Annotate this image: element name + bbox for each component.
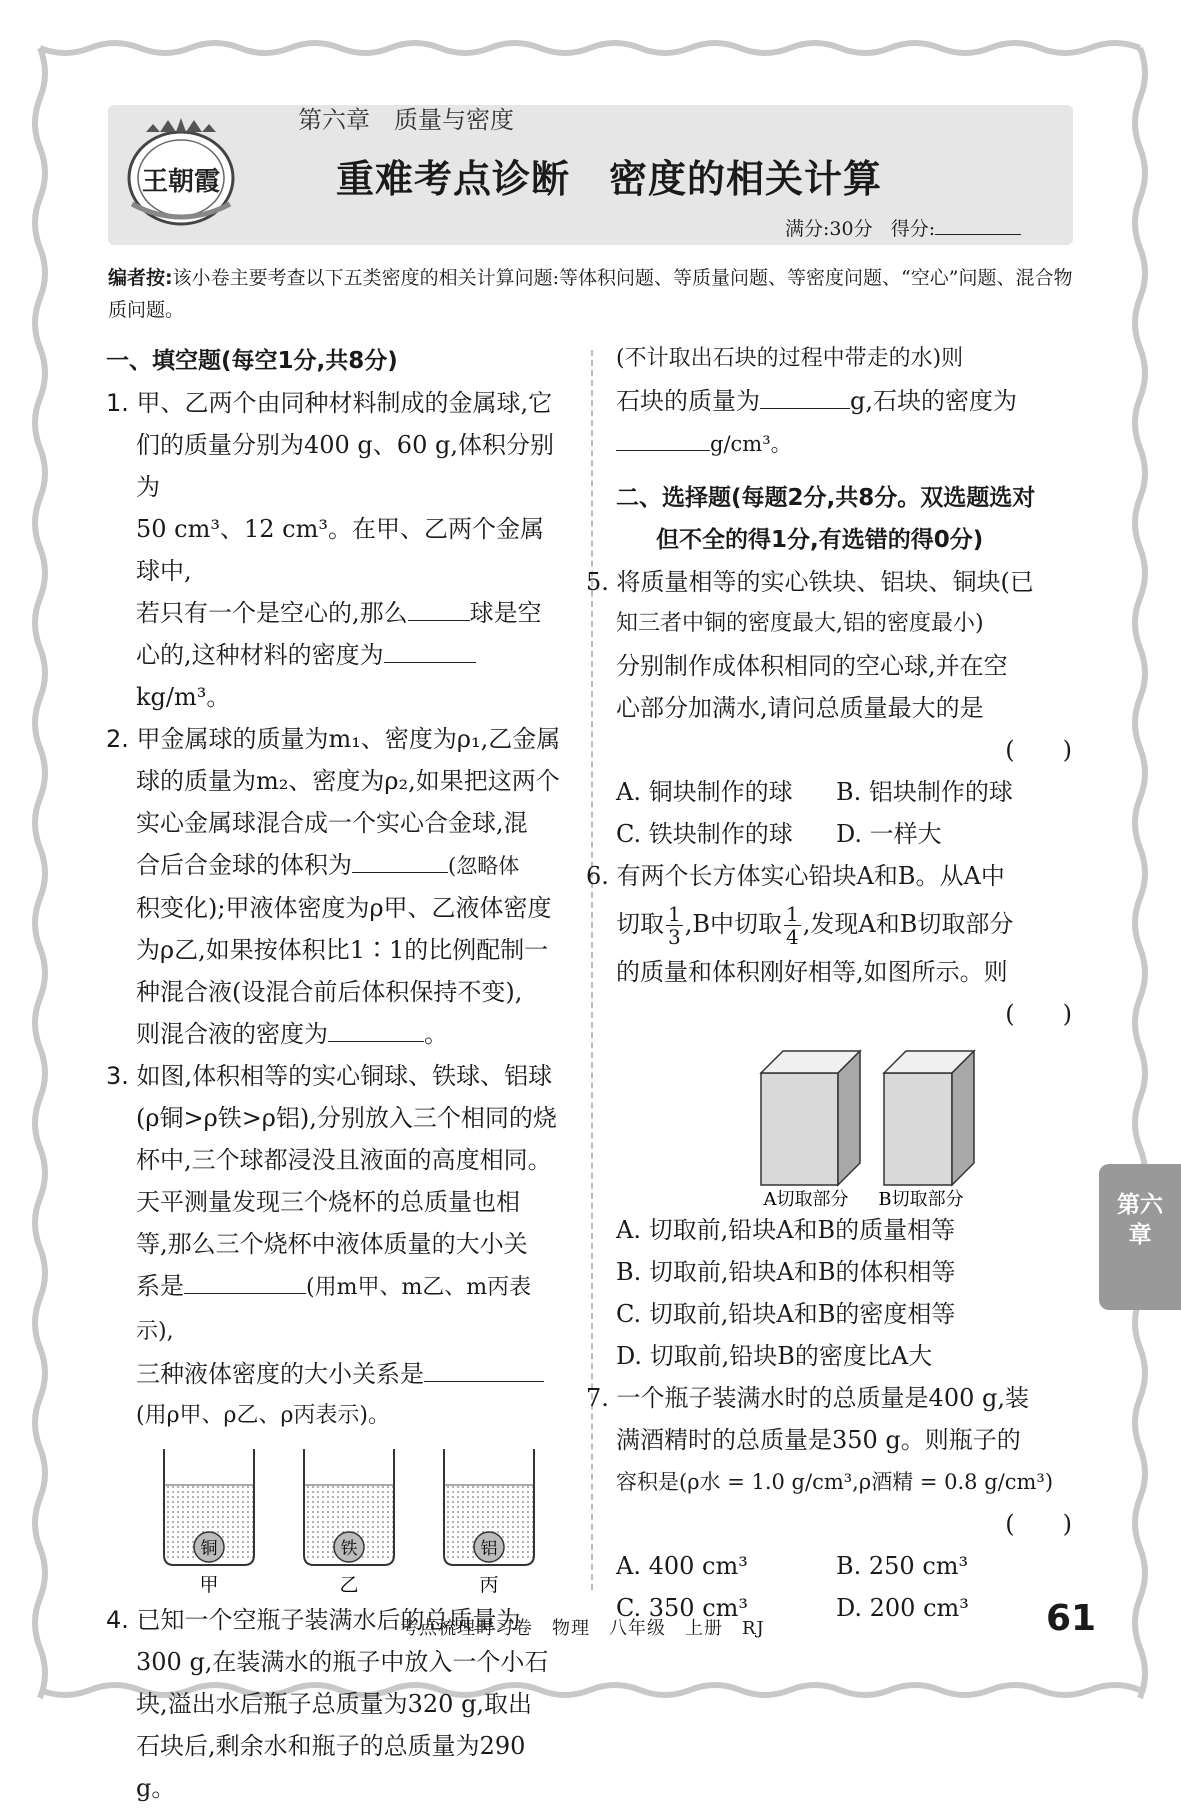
q6-line: 的质量和体积刚好相等,如图所示。则	[616, 958, 1008, 986]
q6-line: 有两个长方体实心铅块A和B。从A中	[616, 862, 1005, 890]
side-tab-line: 章	[1128, 1222, 1152, 1248]
beakers-figure	[106, 1445, 566, 1595]
editor-note-text: 该小卷主要考查以下五类密度的相关计算问题:等体积问题、等质量问题、等密度问题、“空心”问题、混合物质问题。	[108, 267, 1073, 321]
answer-paren[interactable]: ( )	[1005, 1510, 1072, 1538]
q1-line: 们的质量分别为400 g、60 g,体积分别为	[136, 431, 554, 501]
q2-line: 则混合液的密度为	[136, 1020, 328, 1048]
question-number: 5.	[586, 568, 609, 596]
q1-line: 心的,这种材料的密度为	[136, 641, 384, 669]
fraction-one-third: $\frac{1}{3}$	[668, 902, 681, 949]
q5-line: 将质量相等的实心铁块、铝块、铜块(已	[616, 568, 1034, 596]
left-column	[106, 340, 566, 1809]
score-line	[785, 214, 1021, 241]
option-a[interactable]: A. 400 cm³	[616, 1552, 748, 1580]
option-d[interactable]: D. 切取前,铅块B的密度比A大	[616, 1342, 933, 1370]
beakers-svg	[106, 1445, 566, 1595]
logo-seal	[118, 112, 244, 232]
q4-line: (不计取出石块的过程中带走的水)则	[616, 346, 964, 371]
q5-line: 知三者中铜的密度最大,铝的密度最小)	[616, 611, 984, 636]
q2-line: 种混合液(设混合前后体积保持不变),	[136, 978, 523, 1006]
answer-blank[interactable]	[760, 407, 850, 409]
q3-line: 杯中,三个球都浸没且液面的高度相同。	[136, 1146, 552, 1174]
q6-line: ,B中切取	[684, 910, 782, 938]
q3-line: 如图,体积相等的实心铜球、铁球、铝球	[136, 1062, 553, 1090]
q1-line: kg/m³。	[136, 683, 231, 711]
q2-line: (忽略体	[448, 854, 520, 878]
q5-line: 心部分加满水,请问总质量最大的是	[616, 694, 984, 722]
q5-line: 分别制作成体积相同的空心球,并在空	[616, 652, 1008, 680]
question-number: 4.	[106, 1606, 129, 1634]
question-number: 3.	[106, 1062, 129, 1090]
q1-line: 50 cm³、12 cm³。在甲、乙两个金属球中,	[136, 515, 544, 585]
answer-blank[interactable]	[616, 449, 710, 451]
q3-line: 等,那么三个烧杯中液体质量的大小关	[136, 1230, 528, 1258]
question-4-continued	[616, 338, 1076, 465]
fraction-one-quarter: $\frac{1}{4}$	[786, 902, 799, 949]
answer-blank[interactable]	[328, 1040, 424, 1042]
section-choice-line: 二、选择题(每题2分,共8分。双选题选对	[616, 485, 1036, 511]
page-title: 重难考点诊断 密度的相关计算	[336, 157, 883, 201]
side-tab-line: 第六	[1117, 1192, 1163, 1218]
q2-line: 球的质量为m₂、密度为ρ₂,如果把这两个	[136, 767, 560, 795]
question-7	[586, 1377, 1076, 1629]
option-c[interactable]: C. 切取前,铅块A和B的密度相等	[616, 1300, 956, 1328]
question-number: 7.	[586, 1384, 609, 1412]
option-d[interactable]: D. 一样大	[836, 820, 942, 848]
q6-line: ,发现A和B切取部分	[802, 910, 1014, 938]
lead-blocks-figure	[616, 1037, 1076, 1207]
q1-line: 若只有一个是空心的,那么	[136, 599, 408, 627]
answer-blank[interactable]	[384, 661, 476, 663]
q3-line: (ρ铜>ρ铁>ρ铝),分别放入三个相同的烧	[136, 1104, 557, 1132]
right-column	[586, 338, 1076, 1629]
q7-line: 满酒精时的总质量是350 g。则瓶子的	[616, 1426, 1021, 1454]
beaker-jia	[164, 1449, 254, 1595]
q2-line: 实心金属球混合成一个实心合金球,混	[136, 809, 528, 837]
beaker-label: 甲	[199, 1574, 219, 1595]
option-d[interactable]: D. 200 cm³	[836, 1594, 969, 1622]
question-number: 1.	[106, 389, 129, 417]
q4-line: g,石块的密度为	[850, 387, 1017, 415]
answer-paren[interactable]: ( )	[1005, 736, 1072, 764]
lead-blocks-svg	[616, 1037, 1076, 1207]
section-fill-in-title: 一、填空题(每空1分,共8分)	[106, 348, 398, 374]
option-b[interactable]: B. 切取前,铅块A和B的体积相等	[616, 1258, 956, 1286]
option-a[interactable]: A. 切取前,铅块A和B的质量相等	[616, 1216, 956, 1244]
page-number: 61	[1046, 1598, 1097, 1639]
answer-blank[interactable]	[184, 1292, 306, 1294]
answer-blank[interactable]	[424, 1380, 544, 1382]
question-6	[586, 855, 1076, 1377]
q3-line: 系是	[136, 1272, 184, 1300]
beaker-label: 丙	[479, 1574, 499, 1595]
ball-label: 铝	[480, 1539, 498, 1559]
full-score: 满分:30分	[785, 218, 873, 240]
answer-blank[interactable]	[352, 871, 448, 873]
q3-line: 天平测量发现三个烧杯的总质量也相	[136, 1188, 520, 1216]
q4-line: 300 g,在装满水的瓶子中放入一个小石	[136, 1648, 549, 1676]
question-2	[106, 718, 566, 1055]
option-c[interactable]: C. 铁块制作的球	[616, 820, 793, 848]
score-label: 得分:	[890, 218, 936, 240]
q1-line: 甲、乙两个由同种材料制成的金属球,它	[136, 389, 553, 417]
q6-line: 切取	[616, 910, 664, 938]
logo-text: 王朝霞	[141, 167, 221, 197]
beaker-label: 乙	[339, 1574, 359, 1595]
q2-line: 甲金属球的质量为m₁、密度为ρ₁,乙金属	[136, 725, 561, 753]
section-choice-title	[616, 477, 1076, 561]
block-a	[761, 1051, 860, 1207]
option-c[interactable]: C. 350 cm³	[616, 1594, 749, 1622]
q2-line: 合后合金球的体积为	[136, 851, 352, 879]
q4-line: 石块后,剩余水和瓶子的总质量为290 g。	[136, 1732, 526, 1802]
ball-label: 铁	[340, 1539, 358, 1559]
q1-line: 球是空	[469, 599, 542, 627]
q4-line: 石块的质量为	[616, 387, 760, 415]
answer-paren[interactable]: ( )	[1005, 1000, 1072, 1028]
option-a[interactable]: A. 铜块制作的球	[616, 778, 793, 806]
q2-line: 积变化);甲液体密度为ρ甲、乙液体密度	[136, 894, 552, 922]
block-b-caption: B切取部分	[878, 1189, 964, 1207]
chapter-side-tab	[1099, 1164, 1181, 1310]
beaker-bing	[444, 1449, 534, 1595]
option-b[interactable]: B. 250 cm³	[836, 1552, 969, 1580]
q2-line: 为ρ乙,如果按体积比1∶1的比例配制一	[136, 936, 549, 964]
answer-blank[interactable]	[408, 619, 470, 621]
question-number: 2.	[106, 725, 129, 753]
option-b[interactable]: B. 铝块制作的球	[836, 778, 1013, 806]
ball-label: 铜	[200, 1539, 218, 1559]
q4-line: 块,溢出水后瓶子总质量为320 g,取出	[136, 1690, 533, 1718]
q7-line: 容积是(ρ水 = 1.0 g/cm³,ρ酒精 = 0.8 g/cm³)	[616, 1470, 1054, 1494]
score-blank[interactable]	[935, 233, 1021, 235]
block-a-caption: A切取部分	[763, 1189, 849, 1207]
q3-line: (用m甲、m乙、m丙表示),	[136, 1275, 532, 1344]
q3-line: 三种液体密度的大小关系是	[136, 1360, 424, 1388]
editor-note	[108, 262, 1078, 326]
editor-note-label: 编者按:	[108, 267, 173, 289]
question-number: 6.	[586, 862, 609, 890]
question-1	[106, 382, 566, 718]
q4-line: g/cm³。	[710, 432, 792, 456]
beaker-yi	[304, 1449, 394, 1595]
block-b	[878, 1051, 974, 1207]
question-5	[586, 561, 1076, 855]
q4-line: 已知一个空瓶子装满水后的总质量为	[136, 1606, 521, 1634]
q3-line: (用ρ甲、ρ乙、ρ丙表示)。	[136, 1403, 390, 1428]
q7-line: 一个瓶子装满水时的总质量是400 g,装	[616, 1384, 1029, 1412]
q2-line: 。	[424, 1020, 448, 1048]
question-3	[106, 1055, 566, 1595]
chapter-label: 第六章 质量与密度	[298, 106, 514, 134]
footer-text: 考点梳理时习卷 物理 八年级 上册 RJ	[400, 1618, 765, 1639]
section-choice-line: 但不全的得1分,有选错的得0分)	[656, 527, 984, 553]
